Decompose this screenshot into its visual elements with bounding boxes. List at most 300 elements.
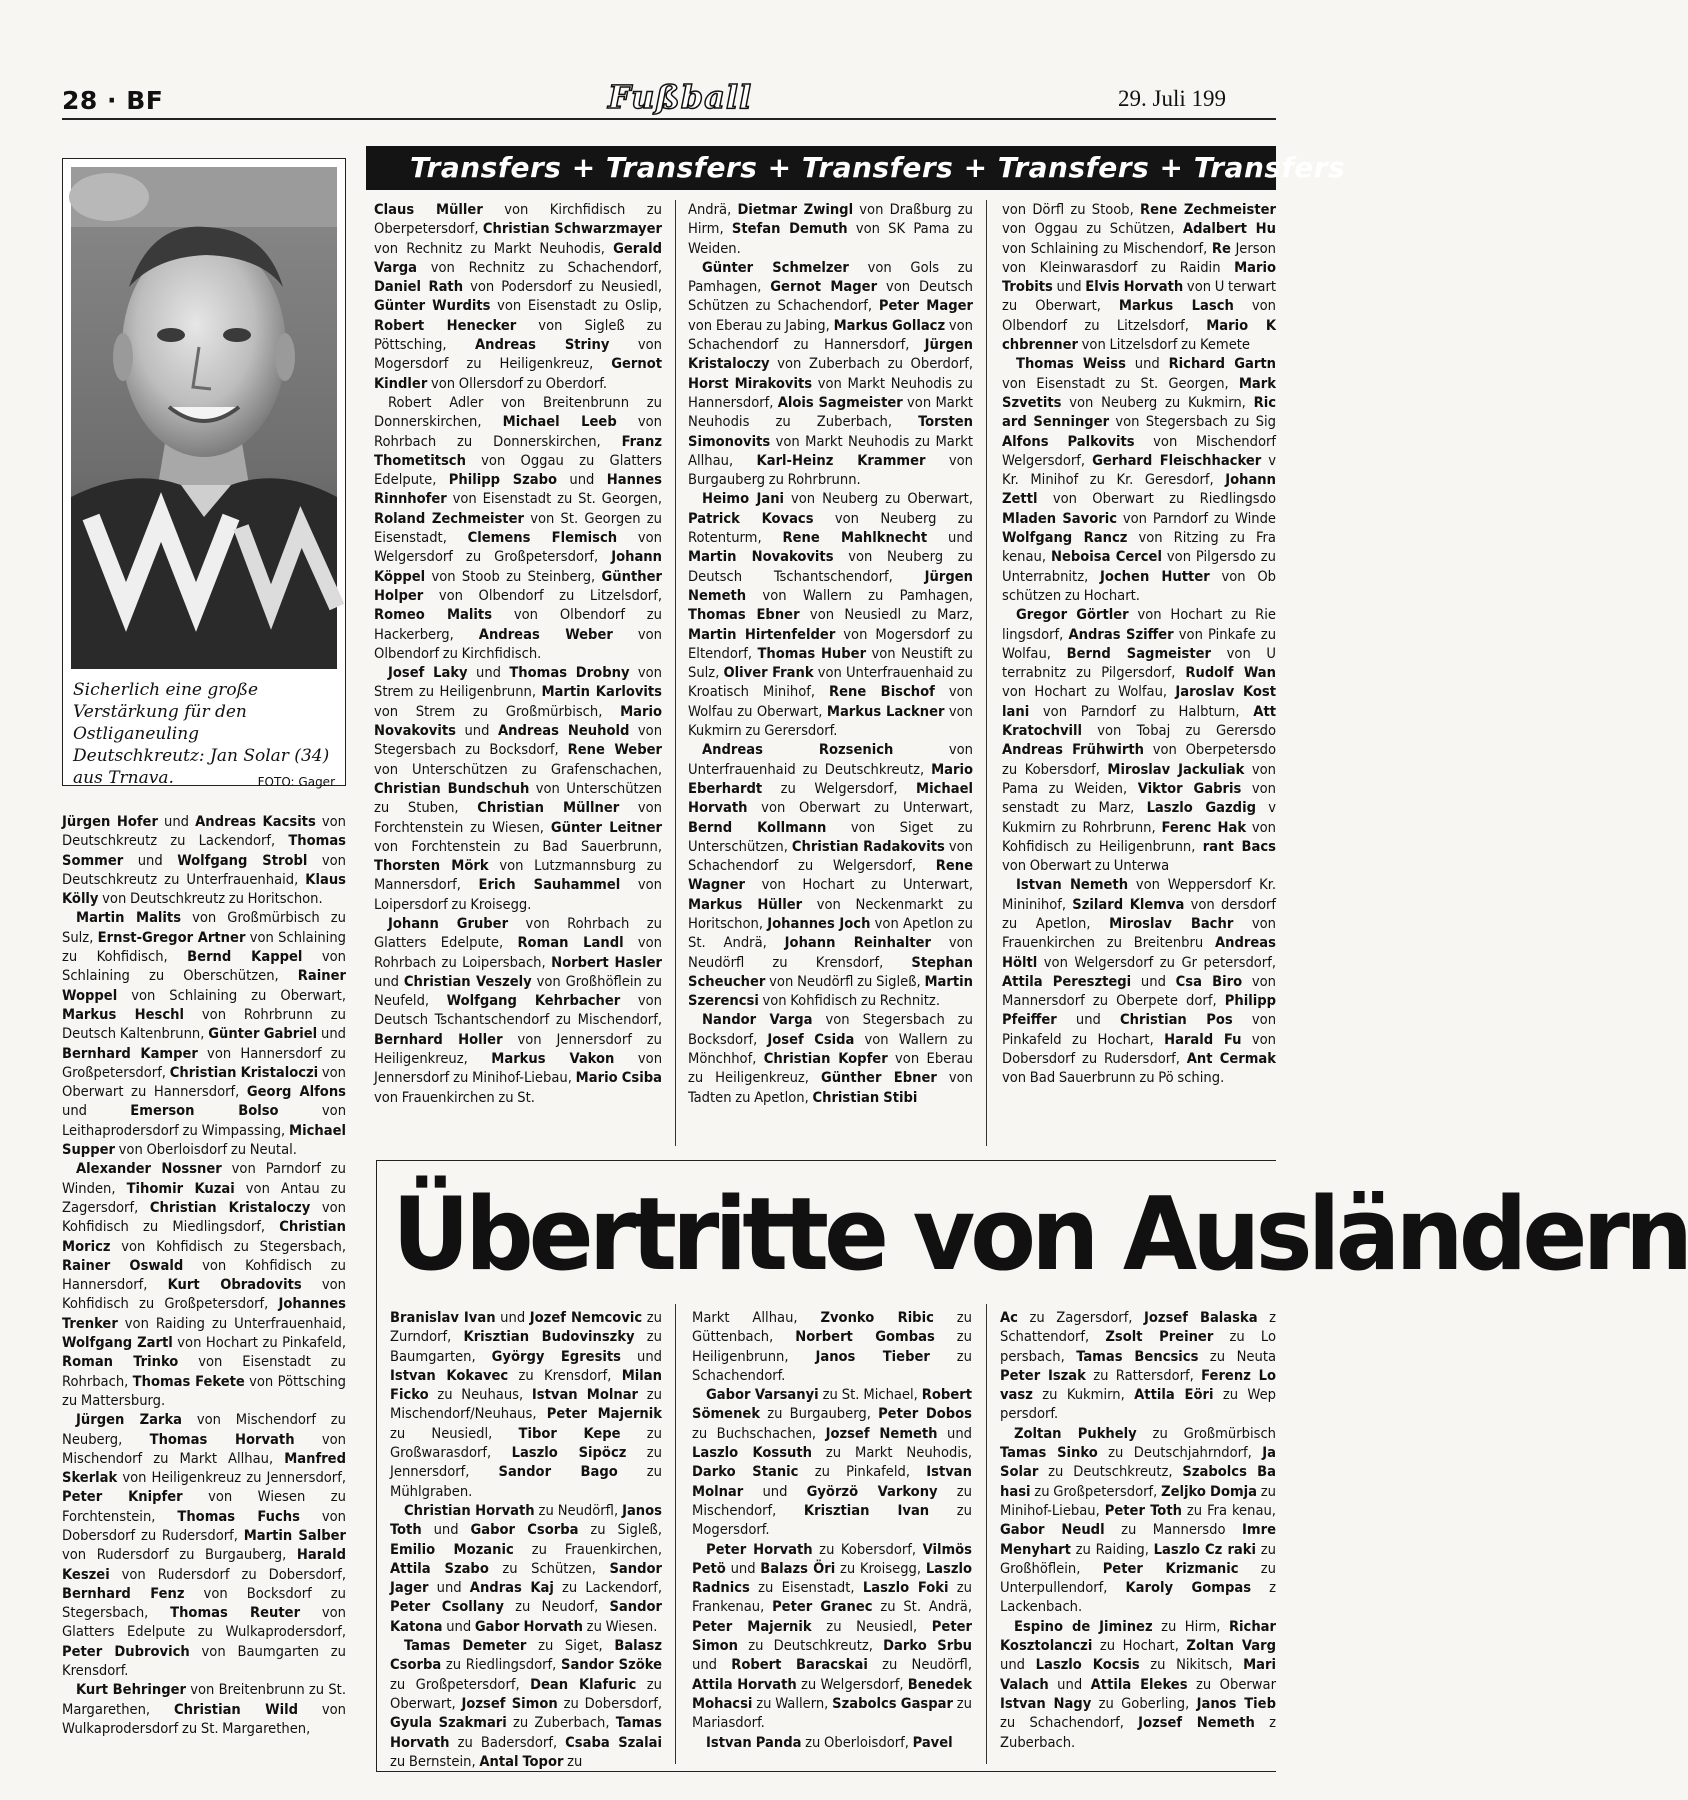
player-name: Laszlo Gazdig [1146,799,1256,817]
transfer-text: von Stegersbach zu Sig [1109,413,1276,431]
transfer-text: von Mischendorf zu Neuberg, [62,1411,346,1448]
transfer-text: von Rohrbach zu Donnerskirchen, [374,413,662,450]
player-name: Franz Thometitsch [374,432,662,469]
article-paragraph [692,1385,972,1539]
transfer-text: von Eisenstadt zu St. Georgen, [1002,374,1239,392]
column-divider [675,200,676,1146]
player-name: Istvan Kokavec [390,1366,509,1384]
transfer-text: zu Bernstein, [390,1752,480,1770]
player-name: Bernd Kappel [187,948,303,966]
transfer-text: von Mischendorf Welgersdorf, [1002,432,1276,469]
transfer-text: v Kukmirn zu Rohrbrunn, [1002,799,1277,836]
player-name: Gabor Csorba [470,1521,579,1539]
player-name: Laszlo Kossuth [692,1444,813,1462]
transfer-text: von Parndorf zu Winde [1117,509,1276,527]
transfer-text: zu Wiesen. [583,1617,658,1635]
player-name: Csa Biro [1175,972,1243,990]
transfer-text: von Neckenmarkt zu Horitschon, [688,895,973,932]
player-name: Peter Horvath [706,1540,813,1558]
player-name: Laszlo Radnics [692,1559,973,1597]
player-name: Wolfgang Kehrbacher [446,992,621,1010]
transfer-text: von Hochart zu Wolfau, [1002,683,1176,701]
transfer-text: zu Welgersdorf, [796,1675,908,1693]
transfer-text: von Burgauberg zu Rohrbrunn. [688,451,973,489]
transfer-text: und [1125,355,1169,373]
player-name: Zsolt Preiner [1105,1328,1214,1346]
transfer-text: von Apetlon zu St. Andrä, [688,914,973,952]
transfer-text: von Oberwart zu Unterwa [1002,857,1170,875]
player-name: Markus Gollacz [833,316,946,334]
player-name: György Egresits [491,1347,621,1365]
transfer-text: von Unterfrauenhaid zu Deutschkreutz, [688,741,973,778]
player-name: Peter Dubrovich [62,1642,190,1660]
player-name: Balasz Csorba [390,1637,662,1674]
transfer-text: von Tadten zu Apetlon, [688,1069,973,1106]
transfer-text: zu Lo persbach, [1000,1328,1277,1365]
transfer-text: von Neudörfl zu Krensdorf, [688,934,974,971]
transfer-text: von Welgersdorf zu Großpetersdorf, [374,529,662,566]
transfer-text: zu Oberwar [1187,1675,1276,1693]
article-paragraph [62,812,346,908]
article-column-2 [374,200,662,1150]
transfer-text: und [1000,1656,1036,1674]
transfer-text: von Strem zu Heiligenbrunn, [374,664,662,701]
transfer-text: zu Großwarasdorf, [390,1424,663,1462]
photo-credit: FOTO: Gager [257,775,335,789]
player-name: Istvan Panda [706,1733,802,1751]
player-name: Christian Bundschuh [374,779,530,797]
player-name: Janos Tieber [815,1347,930,1365]
player-name: Gabor Varsanyi [706,1386,819,1404]
transfer-text: und [62,1102,131,1120]
transfer-text: von Deutsch Schützen zu Schachendorf, [688,278,973,315]
article-column-1 [62,812,346,1738]
transfer-text: von Pama zu Weiden, [1002,760,1277,797]
player-name: Laszlo Cz raki [1153,1540,1257,1558]
caption-text: Sicherlich eine große Verstärkung für den Ostliganeuling Deutschkreutz: Jan Solar (34) aus Trnava. [73,680,330,788]
transfer-text: von Olbendorf zu Litzelsdorf, [423,586,662,604]
transfer-text: von Leithaprodersdorf zu Wimpassing, [62,1102,347,1139]
transfer-text: und [937,1424,973,1442]
transfer-text: von Pinkafe zu Wolfau, [1002,625,1277,662]
article-paragraph [688,258,973,490]
transfer-text: von Gols zu Pamhagen, [688,258,973,296]
transfer-text: von Mischendorf zu Markt Allhau, [62,1430,346,1467]
transfer-text: zu Eisenstadt, [749,1579,863,1597]
transfer-text: von U terrabnitz zu Pilgersdorf, [1002,644,1277,682]
transfer-text: von Deutsch Tschantschendorf zu Mischendorf, [374,992,662,1029]
transfer-text: von Kohfidisch zu Miedlingsdorf, [62,1198,346,1236]
transfer-text: von Eberau zu Heiligenkreuz, [688,1050,973,1087]
player-name: Györzö Varkony [806,1482,938,1500]
player-name: Kurt Behringer [76,1681,187,1699]
player-name: Vilmös Petö [692,1540,972,1577]
transfer-text: von Rechnitz zu Schachendorf, [416,258,662,276]
player-name: Thomas Fekete [132,1372,245,1390]
player-name: Attila Szabo [390,1559,489,1577]
transfer-text: zu Unterpullendorf, [1000,1559,1277,1597]
transfer-text: Robert Adler von Breitenbrunn zu Donnerskirchen, [374,393,662,431]
player-name: Rene Wagner [688,857,973,894]
transfer-text: zu Mischendorf/Neuhaus, [390,1386,662,1423]
foreigners-column-3 [1000,1308,1276,1768]
transfer-text: von Baumgarten zu Krensdorf. [62,1642,346,1680]
column-divider [986,1304,987,1764]
transfer-text: von Neuberg zu Kukmirn, [1061,393,1254,411]
transfer-text: von Markt Neuhodis zu Markt Allhau, [688,432,973,469]
player-name: Martin Malits [76,909,182,927]
player-name: Andreas Rozsenich [702,741,894,759]
transfer-text: von Frauenkirchen zu St. [374,1088,535,1106]
player-name: Karl-Heinz Krammer [756,451,926,469]
player-name: Jürgen Zarka [76,1411,183,1429]
player-name: Viktor Gabris [1137,779,1242,797]
player-name: Laszlo Sipöcz [511,1444,627,1462]
player-name: Günter Schmelzer [702,258,849,276]
player-name: Milan Ficko [390,1366,662,1404]
player-name: Sandor Szöke [560,1656,662,1674]
player-name: Christian Pos [1120,1011,1233,1029]
article-paragraph [374,393,662,663]
transfer-text: von Bocksdorf zu Stegersbach, [62,1584,347,1622]
player-name: Peter Granec [772,1598,873,1616]
player-name: Norbert Hasler [551,953,662,971]
player-name: Bernhard Fenz [62,1584,185,1602]
player-name: Andras Kaj [469,1579,554,1597]
transfer-text: von St. Georgen zu Eisenstadt, [374,509,662,547]
transfer-text: von Wiesen zu Forchtenstein, [62,1488,346,1525]
transfer-text: von Oggau zu Glatters Edelpute, [374,451,662,489]
article-paragraph [1002,605,1276,875]
transfer-text: von Strem zu Großmürbisch, [374,702,621,720]
transfer-text: von Schlaining zu Oberwart, [117,986,346,1004]
player-name: Markus Heschl [62,1005,184,1023]
article-paragraph [692,1733,972,1752]
transfer-text: und [467,664,510,682]
transfer-text: von Glatters Edelpute zu Wulkaprodersdorf, [62,1604,346,1641]
player-name: Mari Valach [1000,1656,1277,1693]
transfer-text: zu Nikitsch, [1139,1656,1244,1674]
player-name: Istvan Molnar [692,1463,972,1500]
player-name: Clemens Flemisch [467,529,618,547]
player-name: Attila Horvath [692,1675,797,1693]
player-name: Darko Stanic [692,1463,799,1481]
player-name: Rudolf Wan [1185,664,1277,682]
player-name: Peter Knipfer [62,1488,183,1506]
player-name: Markus Lasch [1118,297,1234,315]
player-name: Espino de Jiminez [1014,1617,1153,1635]
player-name: Michael Horvath [688,779,973,817]
transfer-text: zu Hochart, [1092,1637,1187,1655]
transfer-text: von Parndorf zu Winden, [62,1160,346,1197]
player-name: Christian Stibi [812,1088,918,1106]
player-name: Christian Kopfer [763,1050,888,1068]
transfer-text: zu Güttenbach, [692,1309,972,1346]
transfer-text: und [1131,972,1176,990]
player-name: Peter Majernik [546,1405,662,1423]
transfer-text: und [442,1617,475,1635]
player-name: Daniel Rath [374,278,464,296]
transfer-text: von SK Pama zu Weiden. [688,220,973,257]
player-name: Jürgen Nemeth [688,567,973,604]
player-name: Johannes Trenker [62,1295,346,1332]
transfer-text: von Lutzmannsburg zu Mannersdorf, [374,857,662,894]
transfer-text: von Olbendorf zu Litzelsdorf, [1002,297,1276,334]
transfer-text: zu Zurndorf, [390,1309,662,1346]
transfer-text: zu Burgauberg, [760,1405,879,1423]
player-name: Mark Szvetits [1002,374,1276,411]
transfer-text: von Unterfrauenhaid zu Kroatisch Minihof, [688,664,973,701]
player-name: Günter Gabriel [208,1025,318,1043]
transfer-text: von Loipersdorf zu Kroisegg. [374,876,662,913]
player-name: Torsten Simonovits [688,413,973,450]
player-name: Rene Weber [567,741,662,759]
player-name: Robert Sömenek [692,1386,972,1423]
transfer-text: Jerson von Kleinwarasdorf zu Raidin [1002,239,1276,276]
player-name: Gernot Mager [770,278,878,296]
player-name: Mario Trobits [1002,258,1276,296]
player-name: Andreas Frühwirth [1002,741,1145,759]
player-name: Roland Zechmeister [374,509,524,527]
player-name: Christian Müllner [477,799,620,817]
player-name: Thomas Sommer [62,832,346,869]
player-name: Mario Novakovits [374,702,662,740]
player-name: Robert Henecker [374,316,517,334]
transfer-text: von Schachendorf zu Hannersdorf, [688,316,973,354]
transfer-text: von Schlaining zu Kohfidisch, [62,928,346,966]
transfer-text: zu St. Andrä, [872,1598,973,1616]
player-name: Mario Csiba [575,1069,662,1087]
transfer-text: und [428,1579,470,1597]
transfer-text: von Wallern zu Mönchhof, [688,1030,973,1068]
issue-date: 29. Juli 199 [1118,86,1226,111]
player-name: Christian Kristaloczy [149,1198,311,1216]
transfer-text: von Pilgersdo zu Unterrabnitz, [1002,548,1276,585]
player-name: Richar Kosztolanczi [1000,1617,1277,1655]
transfer-text: von Weppersdorf Kr. Mininihof, [1002,876,1276,913]
player-name: Markus Lackner [826,702,945,720]
player-name: Rainer Oswald [62,1256,184,1274]
player-name: Stefan Demuth [731,220,848,238]
transfer-text: von Großhöflein zu Neufeld, [374,972,662,1010]
transfer-text: von Kohfidisch zu Rechnitz. [758,992,940,1010]
transfer-text: zu Mühlgraben. [390,1463,662,1500]
transfer-text: von Neuberg zu Oberwart, [784,490,973,508]
player-name: Sandor Katona [390,1598,662,1635]
player-name: Attila Peresztegi [1002,972,1132,990]
transfer-text: zu Sigleß, [578,1521,663,1539]
transfer-text: von Kukmirn zu Gerersdorf. [688,702,973,740]
player-name: Peter Majernik [692,1617,812,1635]
player-name: Thomas Drobny [509,664,630,682]
player-name: Horst Mirakovits [688,374,813,392]
player-name: Robert Baracskai [731,1656,868,1674]
player-name: Christian Kristaloczi [169,1063,319,1081]
transfer-text: von Kohfidisch zu Heiligenbrunn, [1002,818,1276,855]
transfer-text: zu Badersdorf, [449,1733,566,1751]
transfer-text: und [1052,278,1086,296]
article-paragraph [1000,1424,1276,1617]
transfers-banner: Transfers + Transfers + Transfers + Transfers + Transfers [366,146,1276,190]
transfer-text: zu Oberwart, [390,1675,662,1712]
player-name: Thomas Reuter [170,1604,301,1622]
player-name: Martin Karlovits [541,683,662,701]
transfer-text: zu Neusiedl, [390,1424,519,1442]
article-paragraph [1000,1617,1276,1752]
player-name: Markus Hüller [688,895,803,913]
player-name: Rainer Woppel [62,967,346,1004]
transfer-text: zu Zuberbach, [506,1714,616,1732]
transfer-text: von Eisenstadt zu Oslip, [490,297,662,315]
player-name: Andreas Höltl [1002,934,1276,971]
transfer-text: zu Kobersdorf, [812,1540,923,1558]
player-name: Martin Hirtenfelder [688,625,836,643]
player-name: Wolfgang Rancz [1002,529,1128,547]
transfer-text: z Lackenbach. [1000,1579,1276,1616]
transfer-text: zu Krensdorf, [508,1366,622,1384]
player-name: Dean Klafuric [530,1675,637,1693]
player-name: Istvan Nagy [1000,1694,1092,1712]
article-paragraph [688,489,973,740]
article-column-4 [1002,200,1276,1150]
transfer-text: von Bad Sauerbrunn zu Pö sching. [1002,1069,1225,1087]
transfer-text: und [1048,1675,1091,1693]
player-name: Andreas Striny [475,336,610,354]
transfer-text: zu Neudorf, [503,1598,610,1616]
player-name: Mario Eberhardt [688,760,973,797]
player-name: Zoltan Varg [1186,1637,1276,1655]
transfer-text: von Antau zu Zagersdorf, [62,1179,346,1216]
player-name: Adalbert Hu [1182,220,1276,238]
transfer-text: von Forchtenstein zu Bad Sauerbrunn, [374,837,662,855]
transfer-text: und [317,1025,346,1043]
transfer-text: zu St. Michael, [818,1386,922,1404]
player-name: Ernst-Gregor Artner [97,928,246,946]
article-paragraph [62,1680,346,1738]
player-name: Thorsten Mörk [374,857,489,875]
transfer-text: und [621,1347,662,1365]
foreigners-headline: Übertritte von Ausländern [392,1175,1688,1294]
transfer-text: von Hochart zu Rie lingsdorf, [1002,606,1276,643]
transfer-text: und [455,722,498,740]
transfer-text: von Oberpetersdo zu Kobersdorf, [1002,741,1276,778]
player-name: Ferenc Hak [1161,818,1247,836]
transfer-text: von Deutschkreutz zu Horitschon. [98,890,323,908]
player-name: Ric ard Senninger [1002,393,1276,431]
player-name: Janos Toth [390,1501,662,1539]
player-name: Emilio Mozanic [390,1540,514,1558]
player-photo [71,167,337,669]
transfer-text: zu Schützen, [488,1559,610,1577]
transfer-text: und [374,972,404,990]
article-paragraph [390,1636,662,1771]
player-name: Wolfgang Zartl [62,1334,173,1352]
player-name: Norbert Gombas [795,1328,935,1346]
transfer-text: zu Heiligenbrunn, [692,1328,972,1365]
player-name: Gregor Görtler [1016,606,1129,624]
player-name: Rene Mahlknecht [782,529,928,547]
player-name: Philipp Pfeiffer [1002,992,1276,1029]
transfer-text: zu Wep persdorf. [1000,1386,1276,1423]
transfer-text: und [725,1559,761,1577]
column-divider [675,1304,676,1764]
transfer-text: zu Welgersdorf, [762,779,917,797]
transfer-text: v Kr. Minihof zu Kr. Geresdorf, [1002,451,1276,489]
transfer-text: zu Großpetersdorf, [390,1675,531,1693]
player-name: Bernhard Kamper [62,1044,198,1062]
transfer-text: zu Kroisegg, [835,1559,926,1577]
transfer-text: zu Jennersdorf, [390,1444,662,1481]
transfer-text: von Eberau zu Jabing, [688,316,834,334]
transfer-text: von dersdorf zu Apetlon, [1002,895,1276,932]
player-name: Peter Simon [692,1617,972,1655]
player-name: Emerson Bolso [130,1102,279,1120]
photo-caption [73,679,335,793]
player-name: Hannes Rinnhofer [374,471,662,508]
player-name: Attila Elekes [1090,1675,1188,1693]
transfer-text: zu Mariasdorf. [692,1694,972,1732]
player-name: Bernhard Holler [374,1030,503,1048]
player-name: Csaba Szalai [565,1733,662,1751]
player-name: Thomas Horvath [149,1430,295,1448]
player-name: Istvan Nemeth [1016,876,1129,894]
player-name: Krisztian Budovinszky [463,1328,635,1346]
transfer-text: zu Mogersdorf. [692,1501,972,1539]
player-name: Günther Ebner [820,1069,937,1087]
transfer-text: von Oberwart zu Riedlingsdo [1037,490,1276,508]
transfer-text: von Ob schützen zu Hochart. [1002,567,1276,604]
transfer-text: von Stoob zu Steinberg, [425,567,602,585]
transfer-text: zu Lackendorf, [553,1579,662,1597]
transfer-text: von Jennersdorf zu Minihof-Liebau, [374,1050,663,1087]
player-name: Alfons Palkovits [1002,432,1135,450]
transfer-text: und [743,1482,807,1500]
transfer-text: von Rohrbach zu Glatters Edelpute, [374,914,662,952]
player-name: Krisztian Ivan [803,1501,930,1519]
player-name: Claus Müller [374,201,483,218]
transfer-text: von Neudörfl zu Sigleß, [765,972,925,990]
transfer-text: zu Deutschjahrndorf, [1097,1444,1263,1462]
player-name: Peter Mager [878,297,973,315]
player-name: Jochen Hutter [1100,567,1210,585]
transfer-text: von Siget zu Unterschützen, [688,818,973,855]
transfer-text: von senstadt zu Marz, [1002,779,1277,817]
player-name: Jozef Nemcovic [529,1309,643,1326]
player-name: Peter Csollany [390,1598,504,1616]
transfer-text: zu Siget, [526,1637,615,1655]
player-name: Kurt Obradovits [167,1276,302,1294]
transfer-text: und [692,1656,732,1674]
transfer-text: von Hochart zu Pinkafeld, [172,1334,346,1352]
transfer-text: von Rohrbach zu Loipersbach, [374,934,663,971]
transfer-text: zu Großpetersdorf, [1030,1482,1162,1500]
player-name: Johann Reinhalter [784,934,931,952]
transfer-text: zu Hirm, [1152,1617,1229,1635]
article-paragraph [688,200,973,258]
player-name: Patrick Kovacs [688,509,814,527]
transfer-text: zu Frauenkirchen, [513,1540,662,1558]
player-name: Christian Moricz [62,1218,346,1255]
transfer-text: von Deutschkreutz zu Lackendorf, [62,813,346,850]
player-name: Laszlo Foki [862,1579,949,1597]
transfer-text: zu Schachendorf, [1000,1714,1139,1732]
article-paragraph [1002,875,1276,1087]
player-name: Rene Bischof [829,683,935,701]
player-name: Ant Cermak [1186,1050,1276,1068]
player-name: Zeljko Domja [1161,1482,1257,1500]
player-name: Michael Leeb [502,413,617,431]
transfer-text: von Oberwart zu Unterwart, [747,799,973,817]
